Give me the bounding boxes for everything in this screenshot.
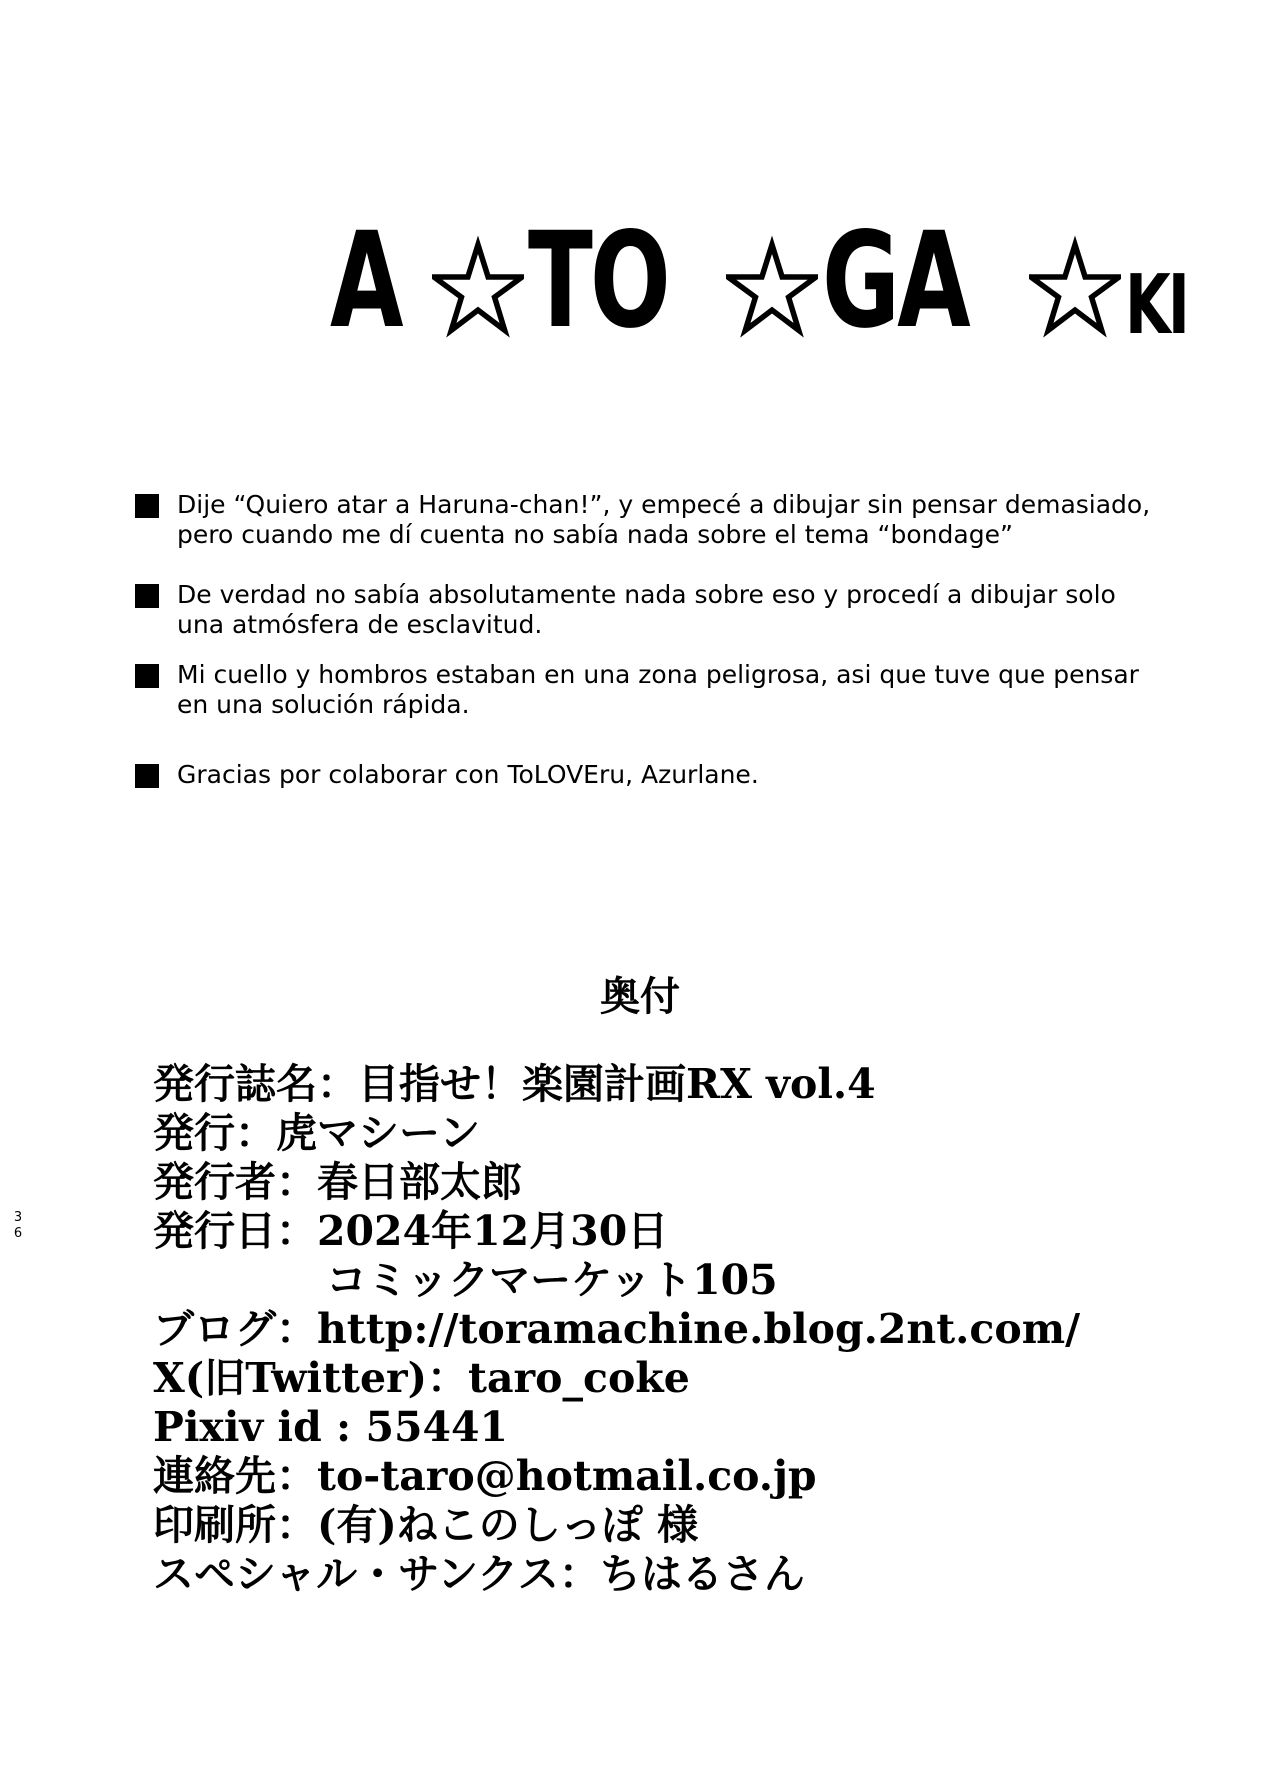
square-bullet-icon [135, 494, 159, 518]
colophon-publisher: 発行：虎マシーン [153, 1109, 481, 1157]
page-number-digit: 6 [13, 1226, 23, 1241]
colophon-details [153, 1060, 1080, 1599]
note-text: De verdad no sabía absolutamente nada sobre eso y procedí a dibujar solo una atmósfera de esclavitud. [177, 580, 1116, 639]
title-part-to: TO [528, 204, 669, 358]
star-icon [432, 229, 524, 347]
title-part-ki: KI [1124, 258, 1187, 353]
title-part-ga: GA [822, 204, 969, 358]
square-bullet-icon [135, 764, 159, 788]
colophon-printer: 印刷所：(有)ねこのしっぽ 様 [153, 1501, 699, 1549]
afterword-title [330, 204, 1211, 358]
note-item [135, 660, 1139, 720]
colophon-contact: 連絡先：to-taro@hotmail.co.jp [153, 1452, 817, 1500]
colophon-blog: ブログ：http://toramachine.blog.2nt.com/ [153, 1305, 1081, 1353]
title-part-a: A [330, 204, 401, 358]
note-item [135, 490, 1150, 550]
page-number-digit: 3 [13, 1210, 23, 1225]
page-number [12, 1210, 24, 1242]
star-icon [726, 229, 818, 347]
colophon-heading: 奥付 [600, 973, 680, 1020]
note-text: Dije “Quiero atar a Haruna-chan!”, y empecé a dibujar sin pensar demasiado, pero cuando me dí cuenta no sabía nada sobre el tema “bondage” [177, 490, 1151, 549]
note-text: Gracias por colaborar con ToLOVEru, Azurlane. [177, 760, 759, 789]
note-text: Mi cuello y hombros estaban en una zona peligrosa, asi que tuve que pensar en una solución rápida. [177, 660, 1139, 719]
colophon-pixiv: Pixiv id : 55441 [153, 1403, 509, 1451]
square-bullet-icon [135, 664, 159, 688]
colophon-date: 発行日：2024年12月30日 [153, 1207, 669, 1255]
colophon-twitter: X(旧Twitter)：taro_coke [153, 1354, 690, 1402]
square-bullet-icon [135, 584, 159, 608]
note-item [135, 760, 759, 790]
colophon-publication-title: 発行誌名：目指せ！楽園計画RX vol.4 [153, 1060, 876, 1108]
colophon-event: コミックマーケット105 [326, 1256, 778, 1304]
colophon-author: 発行者：春日部太郎 [153, 1158, 522, 1206]
note-item [135, 580, 1116, 640]
star-icon [1029, 229, 1121, 347]
colophon-thanks: スペシャル・サンクス：ちはるさん [153, 1550, 805, 1598]
